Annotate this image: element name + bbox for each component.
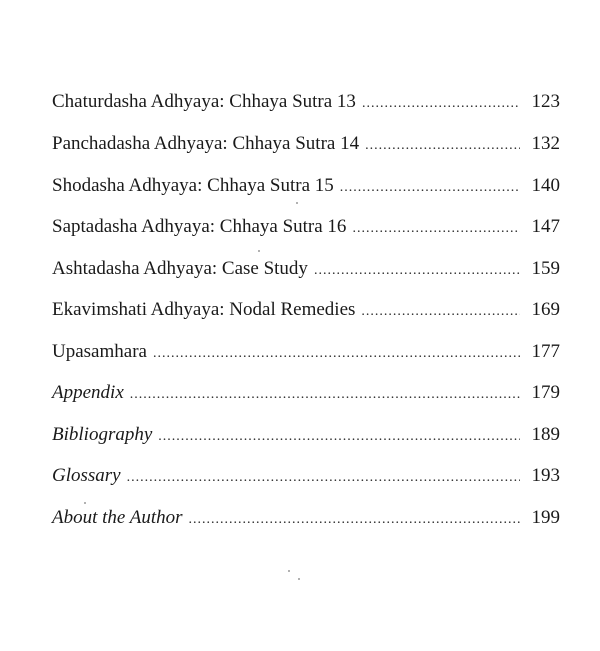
toc-entry <box>52 88 560 116</box>
dot-leader <box>130 381 520 409</box>
toc-entry-title: About the Author <box>52 507 183 528</box>
dot-leader <box>189 506 520 534</box>
toc-entry-title: Saptadasha Adhyaya: Chhaya Sutra 16 <box>52 216 347 237</box>
toc-entry <box>52 462 560 490</box>
dot-leader <box>365 132 520 160</box>
dot-leader <box>352 215 520 243</box>
toc-entry-title: Bibliography <box>52 424 153 445</box>
toc-entry-page: 193 <box>531 465 560 486</box>
toc-entry-page: 132 <box>531 133 560 154</box>
toc-entry-title: Appendix <box>52 382 124 403</box>
toc-entry <box>52 338 560 366</box>
toc-entry <box>52 130 560 158</box>
toc-entry-title: Panchadasha Adhyaya: Chhaya Sutra 14 <box>52 133 360 154</box>
toc-entry <box>52 379 560 407</box>
scan-speck <box>258 250 260 252</box>
toc-entry-page: 159 <box>531 258 560 279</box>
dot-leader <box>153 340 520 368</box>
toc-entry <box>52 172 560 200</box>
toc-entry-title: Glossary <box>52 465 121 486</box>
toc-entry-title: Upasamhara <box>52 341 147 362</box>
dot-leader <box>314 257 520 285</box>
dot-leader <box>158 423 520 451</box>
dot-leader <box>362 90 520 118</box>
toc-entry <box>52 213 560 241</box>
scan-speck <box>296 202 298 204</box>
toc-entry <box>52 421 560 449</box>
dot-leader <box>340 174 520 202</box>
dot-leader <box>127 464 520 492</box>
toc-entry-title: Ekavimshati Adhyaya: Nodal Remedies <box>52 299 356 320</box>
scan-speck <box>288 570 290 572</box>
toc-entry-title: Chaturdasha Adhyaya: Chhaya Sutra 13 <box>52 91 356 112</box>
toc-entry-page: 169 <box>531 299 560 320</box>
toc-entry-page: 189 <box>531 424 560 445</box>
toc-entry <box>52 504 560 532</box>
toc-entry-page: 123 <box>531 91 560 112</box>
toc-entry-page: 140 <box>531 175 560 196</box>
toc-entry-page: 179 <box>531 382 560 403</box>
scan-speck <box>84 502 86 504</box>
toc-entry-title: Ashtadasha Adhyaya: Case Study <box>52 258 308 279</box>
dot-leader <box>361 298 520 326</box>
toc-entry <box>52 296 560 324</box>
toc-entry-page: 147 <box>531 216 560 237</box>
toc-entry-page: 177 <box>531 341 560 362</box>
toc-entry-title: Shodasha Adhyaya: Chhaya Sutra 15 <box>52 175 334 196</box>
toc-entry-page: 199 <box>531 507 560 528</box>
toc-entry <box>52 255 560 283</box>
scan-speck <box>298 578 300 580</box>
